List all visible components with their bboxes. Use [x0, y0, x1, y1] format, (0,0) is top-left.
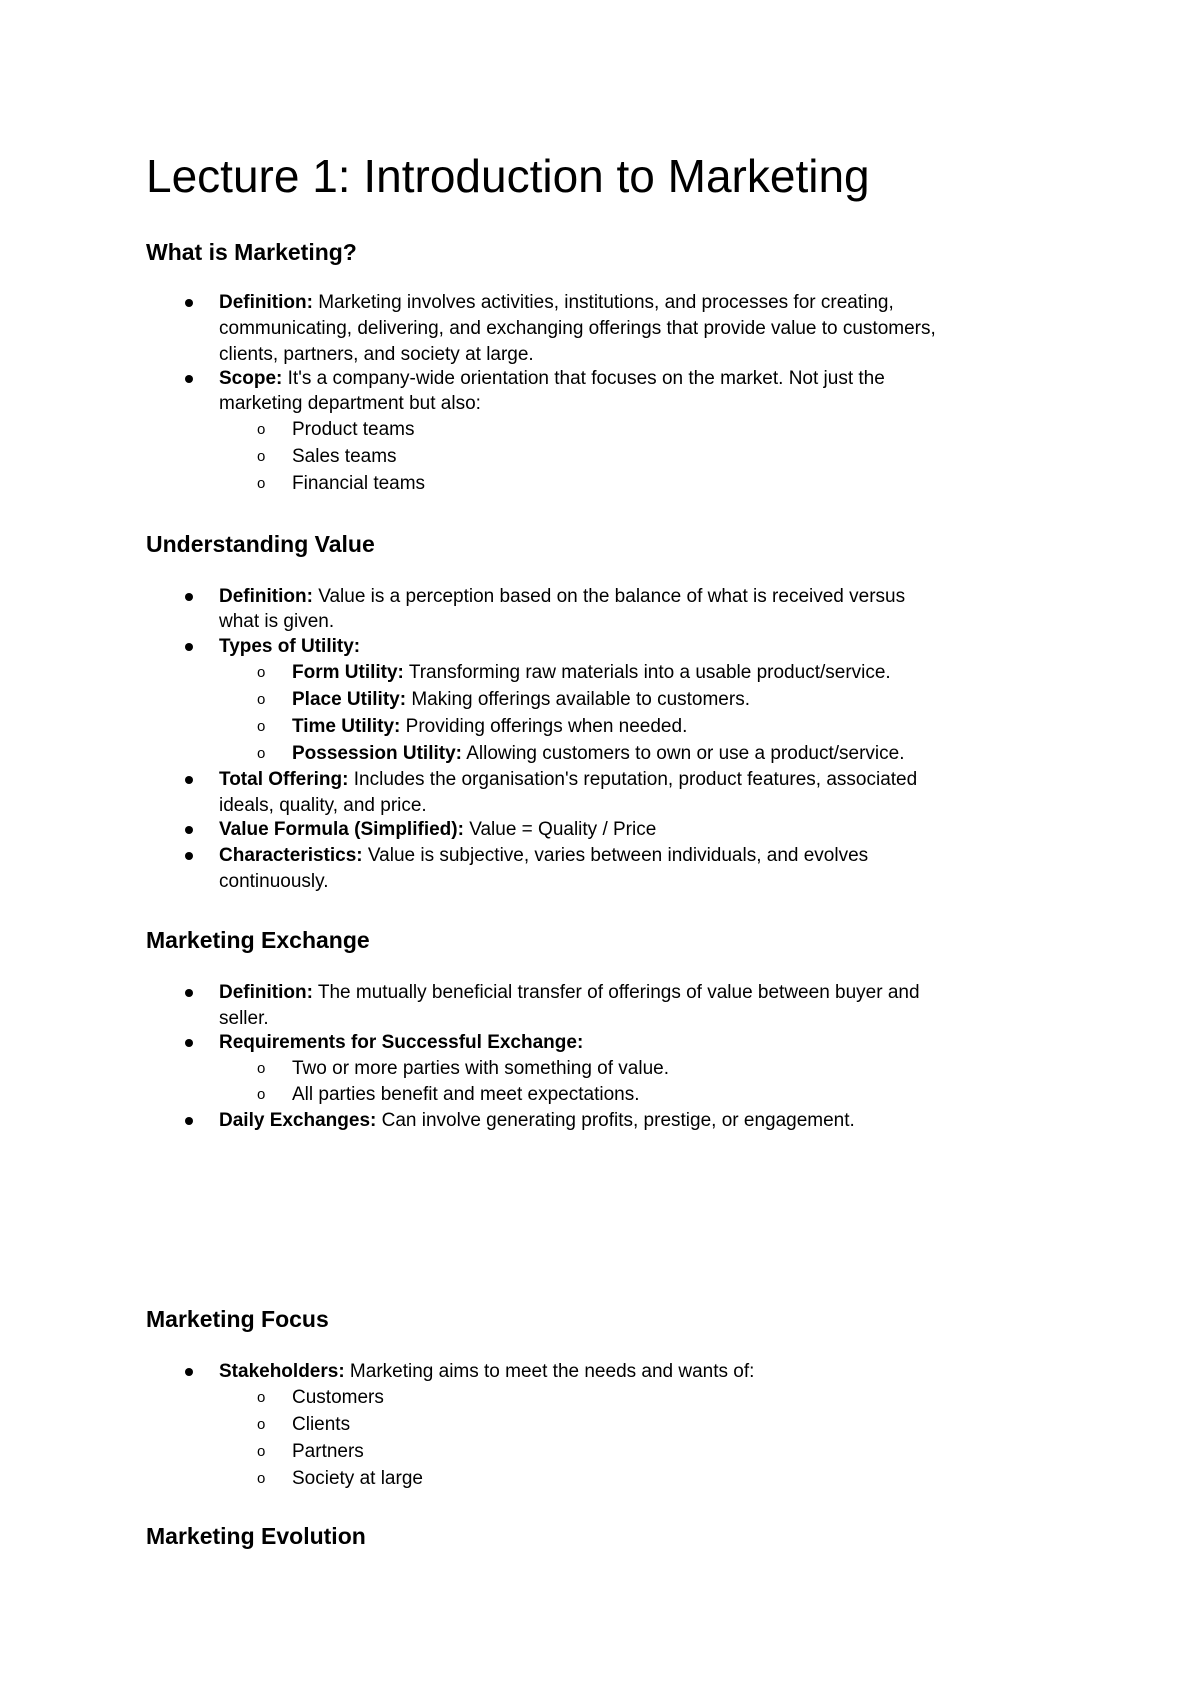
definition-line — [219, 290, 894, 316]
utility-item — [292, 741, 904, 767]
heading-what-is-marketing: What is Marketing? — [146, 239, 357, 265]
stakeholders-line — [219, 1359, 754, 1385]
sub-bullet-icon: o — [257, 718, 266, 735]
utility-label: Form Utility: — [292, 662, 404, 683]
list-item: Two or more parties with something of value. — [292, 1058, 670, 1079]
list-item: Sales teams — [292, 446, 397, 467]
bullet-icon — [185, 643, 193, 651]
utility-label: Time Utility: — [292, 716, 401, 737]
definition-line-3: clients, partners, and society at large. — [219, 344, 534, 365]
bullet-icon — [185, 375, 193, 383]
page-title: Lecture 1: Introduction to Marketing — [146, 150, 870, 202]
total-offering-text: Includes the organisation's reputation, product features, associated — [348, 769, 918, 790]
total-offering-line — [219, 767, 917, 793]
requirements-line — [219, 1030, 583, 1056]
exchange-definition-line — [219, 980, 920, 1006]
sub-bullet-icon: o — [257, 1470, 266, 1487]
list-item: Clients — [292, 1414, 351, 1435]
sub-bullet-icon: o — [257, 745, 266, 762]
definition-line-2: communicating, delivering, and exchanging offerings that provide value to customers, — [219, 318, 936, 339]
characteristics-label: Characteristics: — [219, 845, 363, 866]
value-formula-line — [219, 817, 656, 843]
sub-bullet-icon: o — [257, 448, 266, 465]
stakeholders-label: Stakeholders: — [219, 1361, 345, 1382]
scope-line — [219, 366, 885, 392]
bullet-icon — [185, 776, 193, 784]
characteristics-line — [219, 843, 868, 869]
list-item: Society at large — [292, 1468, 423, 1489]
utility-text: Transforming raw materials into a usable product/service. — [403, 662, 891, 683]
types-of-utility-label: Types of Utility: — [219, 636, 361, 657]
stakeholders-text: Marketing aims to meet the needs and wants of: — [344, 1361, 755, 1382]
list-item: Financial teams — [292, 473, 426, 494]
utility-text: Allowing customers to own or use a product/service. — [462, 743, 905, 764]
bullet-icon — [185, 852, 193, 860]
heading-understanding-value: Understanding Value — [146, 531, 375, 557]
types-of-utility-line — [219, 634, 360, 660]
list-item: Partners — [292, 1441, 364, 1462]
value-formula-text: Value = Quality / Price — [463, 819, 657, 840]
scope-label: Scope: — [219, 368, 283, 389]
daily-exchanges-label: Daily Exchanges: — [219, 1110, 377, 1131]
heading-marketing-focus: Marketing Focus — [146, 1306, 329, 1332]
bullet-icon — [185, 299, 193, 307]
scope-text: It's a company-wide orientation that focuses on the market. Not just the — [282, 368, 885, 389]
value-definition-line — [219, 584, 905, 610]
total-offering-label: Total Offering: — [219, 769, 349, 790]
utility-item — [292, 660, 891, 686]
utility-text: Making offerings available to customers. — [406, 689, 750, 710]
sub-bullet-icon: o — [257, 1086, 266, 1103]
utility-label: Possession Utility: — [292, 743, 462, 764]
bullet-icon — [185, 989, 193, 997]
sub-bullet-icon: o — [257, 1389, 266, 1406]
exchange-definition-line-2: seller. — [219, 1008, 269, 1029]
utility-label: Place Utility: — [292, 689, 407, 710]
sub-bullet-icon: o — [257, 691, 266, 708]
bullet-icon — [185, 826, 193, 834]
sub-bullet-icon: o — [257, 1060, 266, 1077]
utility-text: Providing offerings when needed. — [400, 716, 688, 737]
daily-exchanges-text: Can involve generating profits, prestige, or engagement. — [376, 1110, 855, 1131]
value-formula-label: Value Formula (Simplified): — [219, 819, 464, 840]
sub-bullet-icon: o — [257, 421, 266, 438]
sub-bullet-icon: o — [257, 1416, 266, 1433]
heading-marketing-exchange: Marketing Exchange — [146, 927, 370, 953]
exchange-definition-label: Definition: — [219, 982, 313, 1003]
definition-text: Marketing involves activities, institutions, and processes for creating, — [312, 292, 894, 313]
list-item: Customers — [292, 1387, 384, 1408]
value-definition-text: Value is a perception based on the balance of what is received versus — [312, 586, 906, 607]
bullet-icon — [185, 1039, 193, 1047]
daily-exchanges-line — [219, 1108, 855, 1134]
requirements-label: Requirements for Successful Exchange: — [219, 1032, 584, 1053]
exchange-definition-text: The mutually beneficial transfer of offerings of value between buyer and — [312, 982, 920, 1003]
heading-marketing-evolution: Marketing Evolution — [146, 1523, 366, 1549]
list-item: Product teams — [292, 419, 415, 440]
definition-label: Definition: — [219, 292, 313, 313]
characteristics-text: Value is subjective, varies between individuals, and evolves — [362, 845, 869, 866]
bullet-icon — [185, 1117, 193, 1125]
utility-item — [292, 714, 687, 740]
sub-bullet-icon: o — [257, 664, 266, 681]
utility-item — [292, 687, 750, 713]
bullet-icon — [185, 1368, 193, 1376]
value-definition-label: Definition: — [219, 586, 313, 607]
list-item: All parties benefit and meet expectations. — [292, 1084, 640, 1105]
characteristics-line-2: continuously. — [219, 871, 329, 892]
sub-bullet-icon: o — [257, 1443, 266, 1460]
value-definition-line-2: what is given. — [219, 611, 335, 632]
bullet-icon — [185, 593, 193, 601]
total-offering-line-2: ideals, quality, and price. — [219, 795, 427, 816]
sub-bullet-icon: o — [257, 475, 266, 492]
scope-line-2: marketing department but also: — [219, 393, 481, 414]
